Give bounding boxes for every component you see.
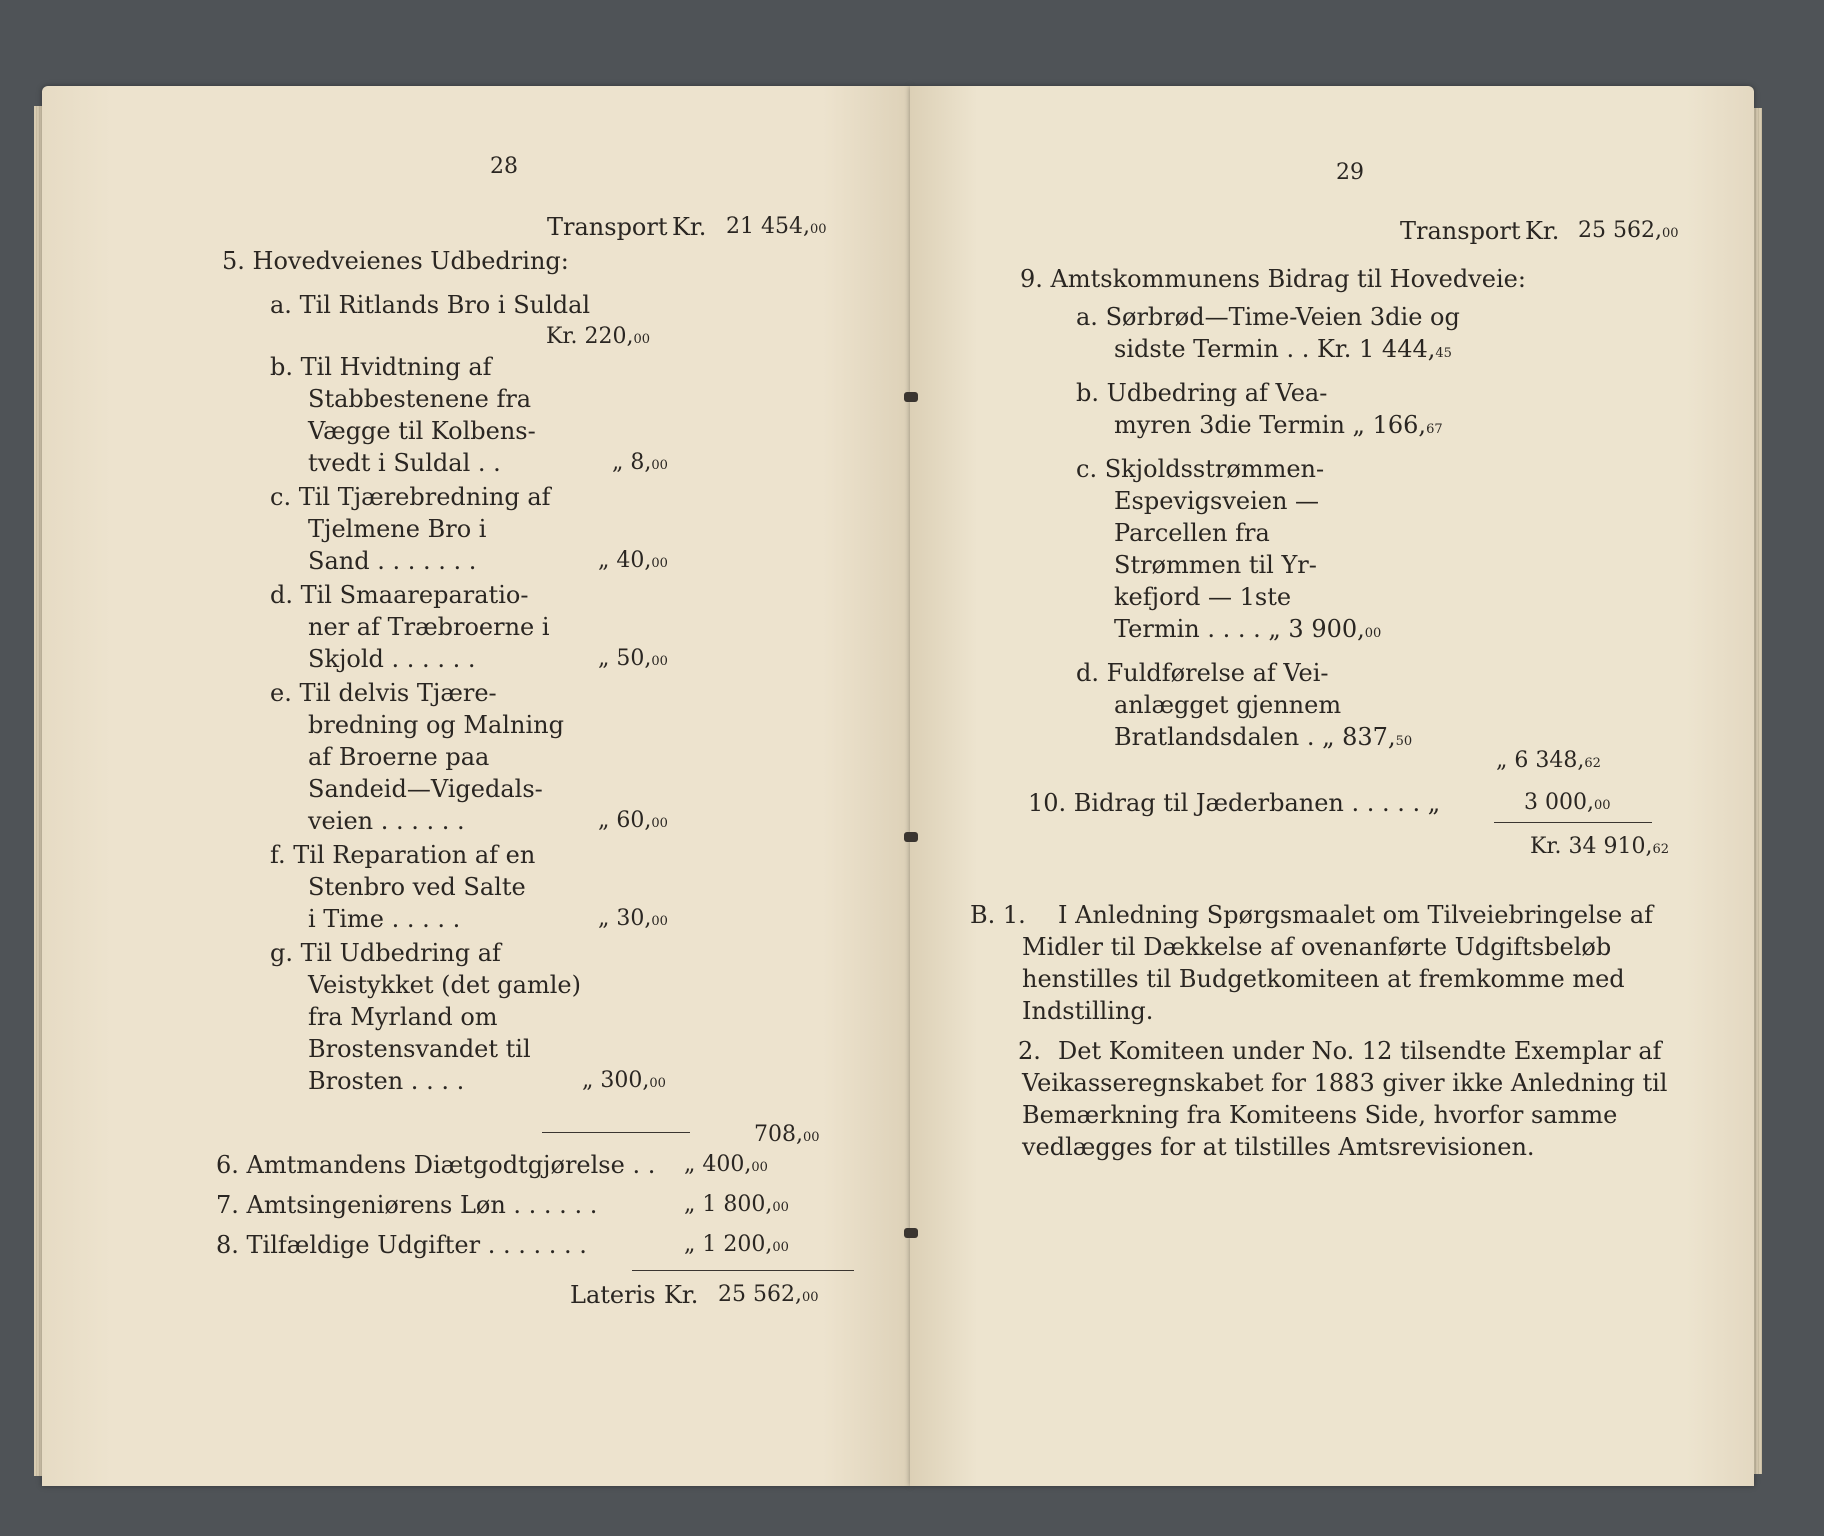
item-9c-line: Termin . . . . „ 3 900,00 [1114, 615, 1382, 643]
right-page [910, 86, 1754, 1486]
item-5e-line: bredning og Malning [308, 711, 564, 739]
binding-stitch [904, 1228, 918, 1238]
item-5g-line: Brosten . . . . [308, 1067, 465, 1095]
item-5g-line: Brostensvandet til [308, 1035, 531, 1063]
line-8-label: 8. Tilfældige Udgifter . . . . . . . [216, 1231, 587, 1259]
lateris-label: Lateris [570, 1281, 656, 1309]
transport-label-left: Transport [547, 213, 668, 241]
transport-currency-left: Kr. [672, 213, 707, 241]
paragraph-b1-line: henstilles til Budgetkomiteen at fremkomme med [1022, 965, 1625, 993]
item-5d-amount: „ 50,00 [598, 646, 668, 671]
page-number-right: 29 [1336, 160, 1364, 185]
open-book [42, 86, 1754, 1486]
item-5g-line: fra Myrland om [308, 1003, 498, 1031]
section-5-subtotal: 708,00 [754, 1122, 820, 1147]
left-page [42, 86, 910, 1486]
transport-label-right: Transport [1400, 217, 1521, 245]
item-5b-amount: „ 8,00 [612, 450, 668, 475]
subtotal-rule [542, 1132, 690, 1133]
line-7-amount: „ 1 800,00 [684, 1192, 789, 1217]
item-9c-line: c. Skjoldsstrømmen- [1076, 455, 1325, 483]
item-5e-amount: „ 60,00 [598, 808, 668, 833]
paragraph-b1-line: I Anledning Spørgsmaalet om Tilveiebringelse af [1058, 901, 1654, 929]
item-5a-line: a. Til Ritlands Bro i Suldal [270, 291, 591, 319]
item-5f-line: Stenbro ved Salte [308, 873, 526, 901]
binding-stitch [904, 832, 918, 842]
paragraph-b2-line: Veikasseregnskabet for 1883 giver ikke Anledning til [1022, 1069, 1668, 1097]
item-5b-line: Vægge til Kolbens- [308, 417, 536, 445]
line-7-label: 7. Amtsingeniørens Løn . . . . . . [216, 1191, 598, 1219]
line-10-label: 10. Bidrag til Jæderbanen . . . . . „ [1028, 789, 1441, 817]
item-5g-line: Veistykket (det gamle) [308, 971, 581, 999]
paragraph-b1-line: Indstilling. [1022, 997, 1154, 1025]
item-5d-line: d. Til Smaareparatio- [270, 581, 529, 609]
paragraph-b1-number: B. 1. [970, 901, 1026, 929]
item-5b-line: tvedt i Suldal . . [308, 449, 501, 477]
item-5e-line: af Broerne paa [308, 743, 490, 771]
line-8-amount: „ 1 200,00 [684, 1232, 789, 1257]
lateris-currency: Kr. [664, 1281, 699, 1309]
item-5b-line: b. Til Hvidtning af [270, 353, 492, 381]
line-10-amount: 3 000,00 [1524, 790, 1611, 815]
item-9b-line: b. Udbedring af Vea- [1076, 379, 1328, 407]
item-5d-line: ner af Træbroerne i [308, 613, 550, 641]
item-5f-amount: „ 30,00 [598, 906, 668, 931]
item-9c-line: Espevigsveien — [1114, 487, 1320, 515]
paragraph-b2-line: Bemærkning fra Komiteens Side, hvorfor samme [1022, 1101, 1618, 1129]
paragraph-b2-line: vedlægges for at tilstilles Amtsrevisionen. [1022, 1133, 1535, 1161]
section-9-heading: 9. Amtskommunens Bidrag til Hovedveie: [1020, 265, 1526, 293]
section-5-heading: 5. Hovedveienes Udbedring: [222, 247, 569, 275]
item-5d-line: Skjold . . . . . . [308, 645, 476, 673]
item-5g-amount: „ 300,00 [582, 1068, 666, 1093]
item-5c-line: Tjelmene Bro i [308, 515, 487, 543]
item-9a-line: a. Sørbrød—Time-Veien 3die og [1076, 303, 1460, 331]
grand-total: Kr. 34 910,62 [1530, 834, 1670, 859]
transport-amount-right: 25 562,00 [1578, 218, 1679, 243]
paragraph-b2-number: 2. [1018, 1037, 1041, 1065]
item-9c-line: Parcellen fra [1114, 519, 1270, 547]
lateris-amount: 25 562,00 [718, 1282, 819, 1307]
item-5f-line: i Time . . . . . [308, 905, 461, 933]
paragraph-b1-line: Midler til Dækkelse af ovenanførte Udgiftsbeløb [1022, 933, 1612, 961]
item-9b-line: myren 3die Termin „ 166,67 [1114, 411, 1443, 439]
item-9d-line: anlægget gjennem [1114, 691, 1342, 719]
item-9a-line: sidste Termin . . Kr. 1 444,45 [1114, 335, 1452, 363]
section-9-subtotal: „ 6 348,62 [1496, 748, 1601, 773]
item-9d-line: Bratlandsdalen . „ 837,50 [1114, 723, 1413, 751]
page-number-left: 28 [490, 154, 518, 179]
line-6-label: 6. Amtmandens Diætgodtgjørelse . . [216, 1151, 656, 1179]
item-9c-line: kefjord — 1ste [1114, 583, 1292, 611]
item-9d-line: d. Fuldførelse af Vei- [1076, 659, 1329, 687]
paragraph-b2-line: Det Komiteen under No. 12 tilsendte Exemplar af [1058, 1037, 1662, 1065]
item-5c-line: c. Til Tjærebredning af [270, 483, 551, 511]
item-5a-amount: Kr. 220,00 [546, 324, 651, 349]
binding-stitch [904, 392, 918, 402]
line-6-amount: „ 400,00 [684, 1152, 768, 1177]
item-5c-amount: „ 40,00 [598, 548, 668, 573]
transport-currency-right: Kr. [1525, 217, 1560, 245]
lateris-rule [632, 1270, 854, 1271]
item-5e-line: e. Til delvis Tjære- [270, 679, 497, 707]
item-5e-line: veien . . . . . . [308, 807, 465, 835]
transport-amount-left: 21 454,00 [726, 214, 827, 239]
item-5b-line: Stabbestenene fra [308, 385, 532, 413]
total-rule [1494, 822, 1652, 823]
item-5f-line: f. Til Reparation af en [270, 841, 536, 869]
item-9c-line: Strømmen til Yr- [1114, 551, 1317, 579]
item-5g-line: g. Til Udbedring af [270, 939, 501, 967]
item-5c-line: Sand . . . . . . . [308, 547, 477, 575]
item-5e-line: Sandeid—Vigedals- [308, 775, 543, 803]
